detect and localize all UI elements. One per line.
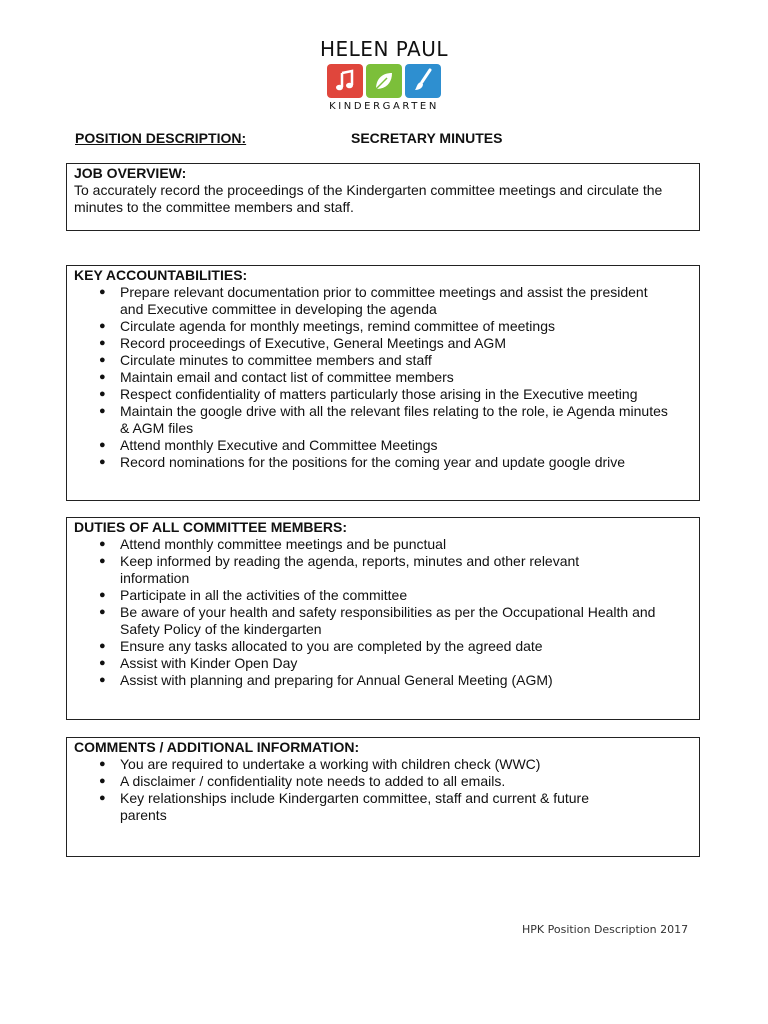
list-item: ● Prepare relevant documentation prior to committee meetings and assist the president and Executive committee in developing the agenda bbox=[74, 284, 693, 318]
list-item: ● A disclaimer / confidentiality note needs to added to all emails. bbox=[74, 773, 693, 790]
list-item: ● Respect confidentiality of matters particularly those arising in the Executive meeting bbox=[74, 386, 693, 403]
logo-subtitle: KINDERGARTEN bbox=[329, 101, 439, 112]
duties-box bbox=[66, 517, 700, 720]
key-accountabilities-list bbox=[74, 284, 693, 471]
list-item: ● Key relationships include Kindergarten committee, staff and current & future parents bbox=[74, 790, 693, 824]
duties-list bbox=[74, 536, 693, 689]
key-accountabilities-box bbox=[66, 265, 700, 501]
list-item: ● Record proceedings of Executive, General Meetings and AGM bbox=[74, 335, 693, 352]
list-item: ● Circulate minutes to committee members and staff bbox=[74, 352, 693, 369]
duties-title: DUTIES OF ALL COMMITTEE MEMBERS: bbox=[74, 519, 347, 535]
comments-list bbox=[74, 756, 693, 824]
list-item: ● Ensure any tasks allocated to you are completed by the agreed date bbox=[74, 638, 693, 655]
music-note-icon bbox=[327, 64, 363, 98]
kindergarten-logo bbox=[318, 38, 450, 118]
logo-tiles bbox=[318, 64, 450, 98]
list-item: ● Participate in all the activities of the committee bbox=[74, 587, 693, 604]
list-item: ● Attend monthly committee meetings and be punctual bbox=[74, 536, 693, 553]
list-item: ● You are required to undertake a working with children check (WWC) bbox=[74, 756, 693, 773]
list-item: ● Attend monthly Executive and Committee Meetings bbox=[74, 437, 693, 454]
leaf-icon bbox=[366, 64, 402, 98]
list-item: ● Keep informed by reading the agenda, reports, minutes and other relevant information bbox=[74, 553, 693, 587]
list-item: ● Assist with planning and preparing for Annual General Meeting (AGM) bbox=[74, 672, 693, 689]
footer-text: HPK Position Description 2017 bbox=[522, 923, 689, 936]
key-accountabilities-title: KEY ACCOUNTABILITIES: bbox=[74, 267, 248, 283]
list-item: ● Assist with Kinder Open Day bbox=[74, 655, 693, 672]
logo-name: HELEN PAUL bbox=[319, 37, 449, 61]
job-overview-box bbox=[66, 163, 700, 231]
list-item: ● Circulate agenda for monthly meetings, remind committee of meetings bbox=[74, 318, 693, 335]
job-overview-text: To accurately record the proceedings of the Kindergarten committee meetings and circulate the minutes to the committee members and staff. bbox=[74, 182, 663, 215]
comments-box bbox=[66, 737, 700, 857]
paintbrush-icon bbox=[405, 64, 441, 98]
list-item: ● Be aware of your health and safety responsibilities as per the Occupational Health and Safety Policy of the kindergarten bbox=[74, 604, 693, 638]
job-overview-title: JOB OVERVIEW: bbox=[74, 165, 187, 181]
list-item: ● Maintain the google drive with all the relevant files relating to the role, ie Agenda minutes & AGM files bbox=[74, 403, 693, 437]
position-label: POSITION DESCRIPTION: bbox=[75, 130, 247, 146]
list-item: ● Maintain email and contact list of committee members bbox=[74, 369, 693, 386]
list-item: ● Record nominations for the positions for the coming year and update google drive bbox=[74, 454, 693, 471]
comments-title: COMMENTS / ADDITIONAL INFORMATION: bbox=[74, 739, 360, 755]
position-title: SECRETARY MINUTES bbox=[351, 130, 503, 146]
